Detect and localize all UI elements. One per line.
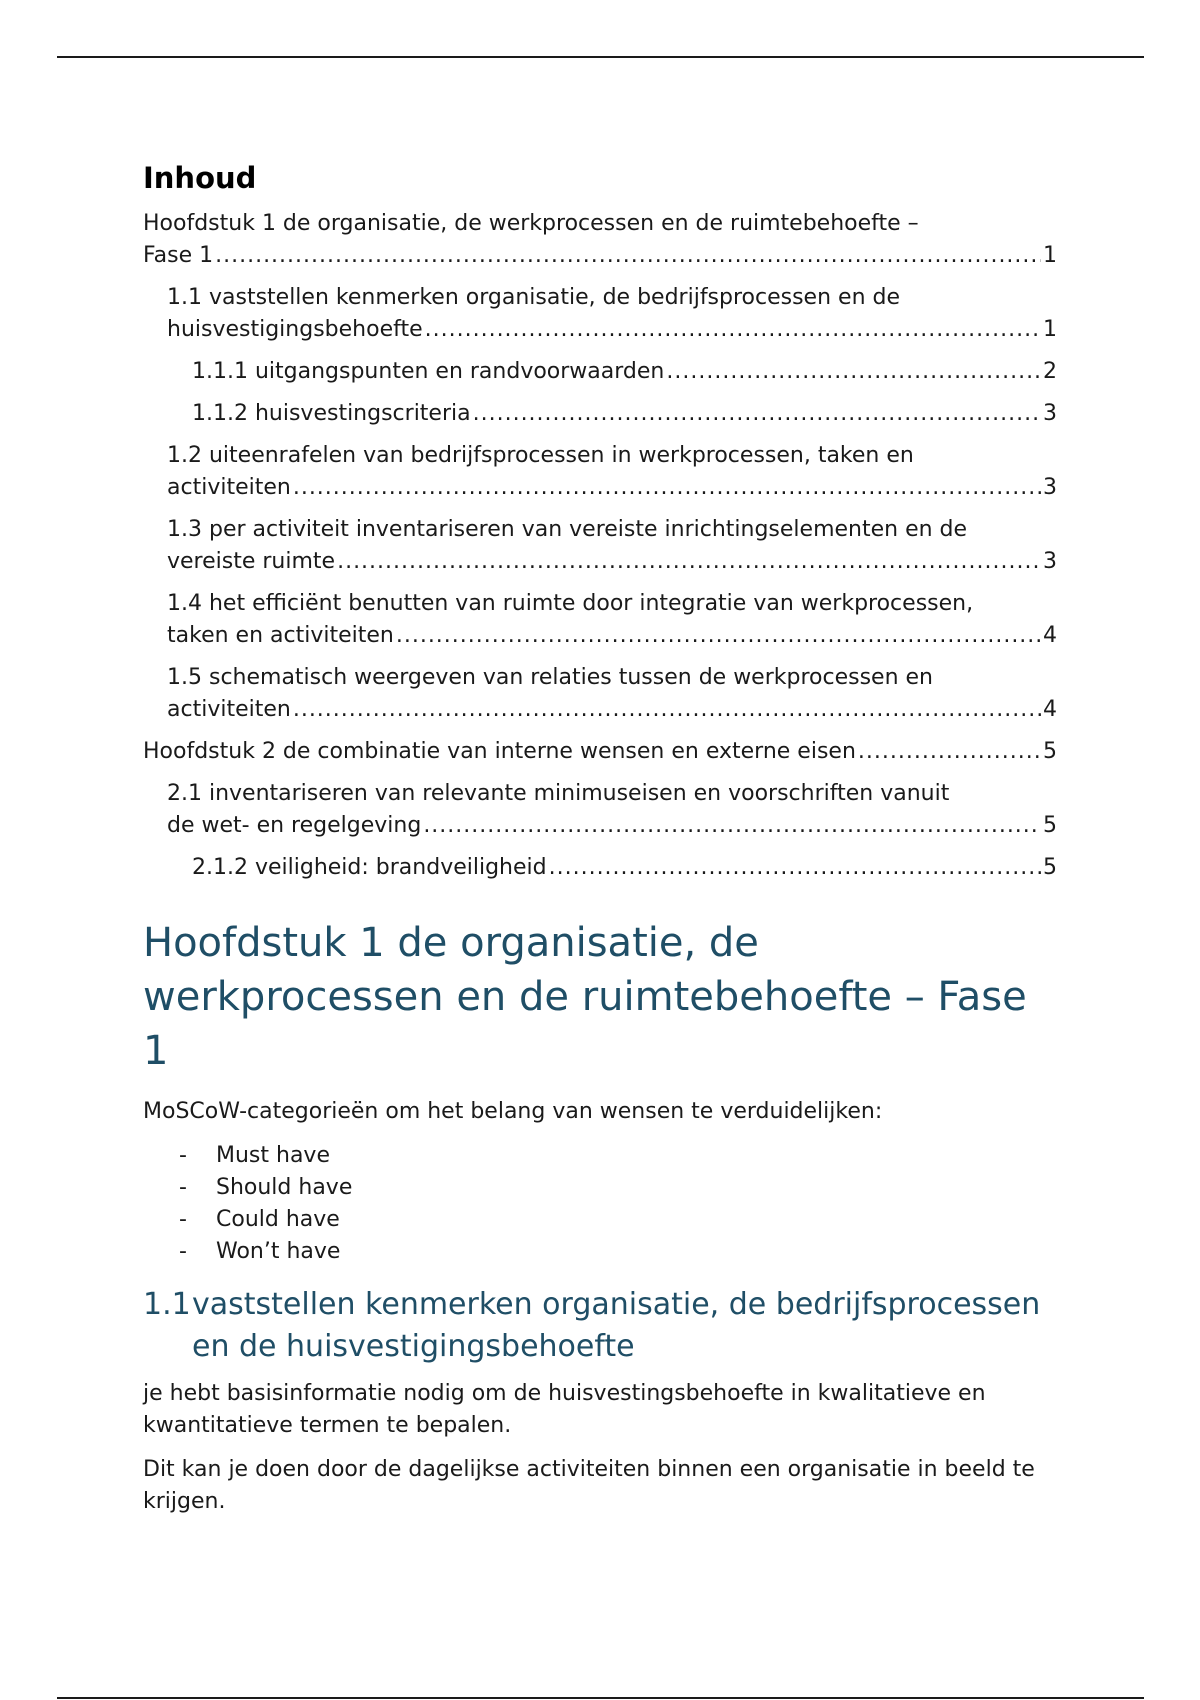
toc-entry[interactable]: [143, 588, 1057, 652]
bullet: -: [179, 1174, 187, 1200]
toc-leader-dots: [293, 472, 1041, 504]
section-1-1-paragraph-1: je hebt basisinformatie nodig om de huisvestingsbehoefte in kwalitatieve en kwantitatieve termen te bepalen.: [143, 1380, 986, 1438]
toc-entry-text: 1.4 het efficiënt benutten van ruimte door integratie van werkprocessen,: [167, 590, 974, 616]
section-1-1-paragraph-2: Dit kan je doen door de dagelijkse activiteiten binnen een organisatie in beeld te krijgen.: [143, 1456, 1035, 1514]
toc-entry-text: Hoofdstuk 1 de organisatie, de werkprocessen en de ruimtebehoefte –: [143, 210, 919, 236]
toc-entry-text: 1.2 uiteenrafelen van bedrijfsprocessen in werkprocessen, taken en: [167, 442, 914, 468]
toc-page-number: 1: [1043, 242, 1057, 268]
toc-entry[interactable]: [143, 440, 1057, 504]
table-of-contents: [143, 208, 1057, 884]
toc-page-number: 2: [1043, 358, 1057, 384]
document-page: [143, 160, 1057, 1530]
toc-entry-text: 2.1 inventariseren van relevante minimuseisen en voorschriften vanuit: [167, 780, 950, 806]
section-1-1-heading: [143, 1284, 1057, 1368]
bullet: -: [179, 1142, 187, 1168]
toc-entry-text: de wet- en regelgeving: [167, 812, 422, 838]
toc-leader-dots: [423, 810, 1041, 842]
toc-line: [167, 472, 1057, 504]
toc-entry[interactable]: [143, 398, 1057, 430]
toc-line: [192, 398, 1057, 430]
toc-line: [167, 546, 1057, 578]
chapter-1-heading: Hoofdstuk 1 de organisatie, de werkprocessen en de ruimtebehoefte – Fase 1: [143, 919, 1027, 1074]
toc-entry-text: 1.1.2 huisvestingscriteria: [192, 400, 471, 426]
bullet: -: [179, 1206, 187, 1232]
toc-entry[interactable]: [143, 662, 1057, 726]
toc-entry-text: 2.1.2 veiligheid: brandveiligheid: [192, 854, 547, 880]
list-item: - Could have: [143, 1204, 1057, 1236]
toc-line: [143, 240, 1057, 272]
footer-rule: [57, 1697, 1144, 1699]
toc-page-number: 5: [1043, 812, 1057, 838]
toc-line: [143, 736, 1057, 768]
toc-leader-dots: [337, 546, 1041, 578]
header-rule: [57, 56, 1144, 58]
toc-page-number: 4: [1043, 696, 1057, 722]
bullet: -: [179, 1238, 187, 1264]
toc-entry-text: activiteiten: [167, 474, 291, 500]
toc-entry-text: 1.3 per activiteit inventariseren van vereiste inrichtingselementen en de: [167, 516, 968, 542]
toc-page-number: 5: [1043, 738, 1057, 764]
toc-leader-dots: [858, 736, 1041, 768]
toc-entry-text: 1.1.1 uitgangspunten en randvoorwaarden: [192, 358, 665, 384]
toc-leader-dots: [666, 356, 1041, 388]
toc-leader-dots: [549, 852, 1041, 884]
toc-page-number: 4: [1043, 622, 1057, 648]
toc-leader-dots: [473, 398, 1041, 430]
toc-line: [192, 852, 1057, 884]
toc-leader-dots: [293, 694, 1041, 726]
toc-entry[interactable]: [143, 514, 1057, 578]
toc-entry-text: taken en activiteiten: [167, 622, 394, 648]
toc-line: [192, 356, 1057, 388]
toc-entry-text: 1.5 schematisch weergeven van relaties tussen de werkprocessen en: [167, 664, 933, 690]
list-item: - Must have: [143, 1140, 1057, 1172]
toc-line: [167, 810, 1057, 842]
toc-page-number: 1: [1043, 316, 1057, 342]
toc-title: Inhoud: [143, 161, 257, 195]
toc-entry[interactable]: [143, 208, 1057, 272]
toc-entry-text: vereiste ruimte: [167, 548, 336, 574]
list-item: - Won’t have: [143, 1236, 1057, 1268]
toc-entry-text: 1.1 vaststellen kenmerken organisatie, de bedrijfsprocessen en de: [167, 284, 901, 310]
toc-leader-dots: [425, 314, 1041, 346]
toc-entry[interactable]: [143, 778, 1057, 842]
toc-line: [167, 694, 1057, 726]
toc-leader-dots: [396, 620, 1041, 652]
toc-leader-dots: [215, 240, 1041, 272]
toc-entry[interactable]: [143, 852, 1057, 884]
moscow-list: [143, 1140, 1057, 1268]
toc-page-number: 3: [1043, 474, 1057, 500]
toc-entry-text: activiteiten: [167, 696, 291, 722]
toc-page-number: 3: [1043, 548, 1057, 574]
toc-page-number: 5: [1043, 854, 1057, 880]
toc-entry-text: Fase 1: [143, 242, 214, 268]
moscow-intro: MoSCoW-categorieën om het belang van wensen te verduidelijken:: [143, 1098, 883, 1124]
toc-entry-text: huisvestigingsbehoefte: [167, 316, 423, 342]
toc-entry-text: Hoofdstuk 2 de combinatie van interne wensen en externe eisen: [143, 738, 856, 764]
toc-line: [167, 620, 1057, 652]
list-item: - Should have: [143, 1172, 1057, 1204]
section-number: 1.1: [143, 1286, 191, 1322]
toc-entry[interactable]: [143, 282, 1057, 346]
toc-entry[interactable]: [143, 356, 1057, 388]
toc-page-number: 3: [1043, 400, 1057, 426]
toc-entry[interactable]: [143, 736, 1057, 768]
toc-line: [167, 314, 1057, 346]
section-title: vaststellen kenmerken organisatie, de bedrijfsprocessen en de huisvestigingsbehoefte: [192, 1286, 1041, 1364]
